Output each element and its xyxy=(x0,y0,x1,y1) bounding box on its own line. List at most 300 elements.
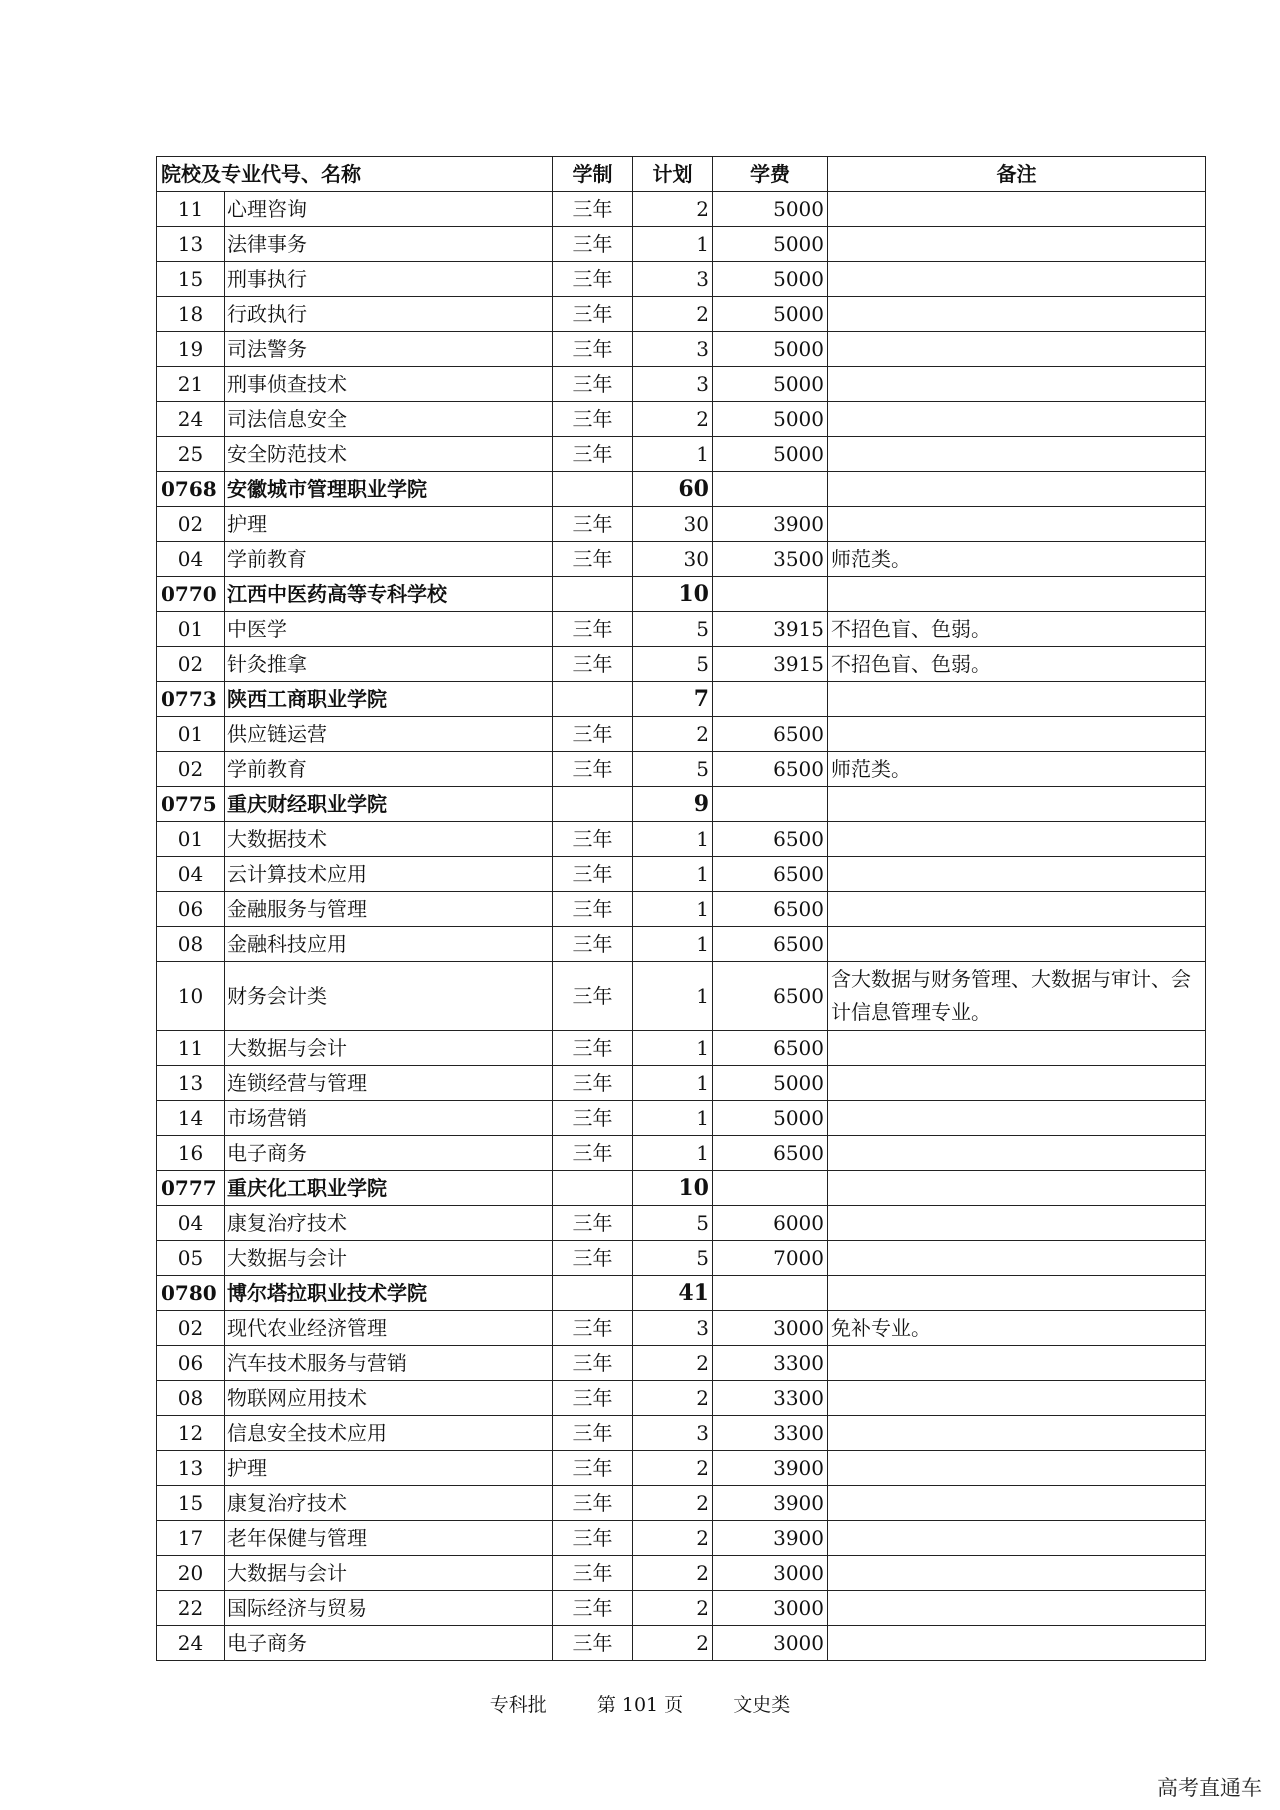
cell-plan: 1 xyxy=(633,927,713,962)
cell-duration: 三年 xyxy=(553,752,633,787)
cell-duration: 三年 xyxy=(553,927,633,962)
cell-code: 04 xyxy=(157,1206,225,1241)
cell-fee: 6500 xyxy=(713,892,828,927)
cell-plan: 1 xyxy=(633,1031,713,1066)
cell-code: 20 xyxy=(157,1556,225,1591)
cell-fee: 3900 xyxy=(713,1486,828,1521)
cell-name: 刑事侦查技术 xyxy=(225,367,553,402)
cell-name: 云计算技术应用 xyxy=(225,857,553,892)
cell-name: 法律事务 xyxy=(225,227,553,262)
cell-name: 康复治疗技术 xyxy=(225,1486,553,1521)
cell-plan: 30 xyxy=(633,542,713,577)
cell-code: 02 xyxy=(157,752,225,787)
cell-duration: 三年 xyxy=(553,262,633,297)
cell-name: 大数据与会计 xyxy=(225,1241,553,1276)
cell-name: 现代农业经济管理 xyxy=(225,1311,553,1346)
cell-code: 18 xyxy=(157,297,225,332)
major-row xyxy=(157,367,1206,402)
cell-fee: 5000 xyxy=(713,1066,828,1101)
cell-plan: 1 xyxy=(633,822,713,857)
cell-duration: 三年 xyxy=(553,1101,633,1136)
cell-note xyxy=(828,367,1206,402)
cell-plan: 5 xyxy=(633,647,713,682)
school-row xyxy=(157,1276,1206,1311)
cell-duration: 三年 xyxy=(553,227,633,262)
cell-plan: 2 xyxy=(633,1591,713,1626)
header-plan: 计划 xyxy=(633,157,713,192)
cell-name: 司法信息安全 xyxy=(225,402,553,437)
major-row xyxy=(157,717,1206,752)
cell-plan: 1 xyxy=(633,437,713,472)
cell-code: 08 xyxy=(157,1381,225,1416)
cell-plan: 2 xyxy=(633,1626,713,1661)
cell-fee: 3915 xyxy=(713,647,828,682)
cell-duration: 三年 xyxy=(553,332,633,367)
cell-note xyxy=(828,1626,1206,1661)
major-row xyxy=(157,1101,1206,1136)
cell-plan: 2 xyxy=(633,1451,713,1486)
cell-duration: 三年 xyxy=(553,1626,633,1661)
cell-fee: 5000 xyxy=(713,227,828,262)
cell-name: 金融服务与管理 xyxy=(225,892,553,927)
cell-fee xyxy=(713,1276,828,1311)
cell-name: 行政执行 xyxy=(225,297,553,332)
cell-plan: 5 xyxy=(633,752,713,787)
cell-note xyxy=(828,857,1206,892)
cell-duration: 三年 xyxy=(553,612,633,647)
cell-name: 心理咨询 xyxy=(225,192,553,227)
cell-code: 0775 xyxy=(157,787,225,822)
cell-duration: 三年 xyxy=(553,1451,633,1486)
cell-name: 金融科技应用 xyxy=(225,927,553,962)
cell-duration: 三年 xyxy=(553,367,633,402)
cell-plan: 3 xyxy=(633,1311,713,1346)
cell-note xyxy=(828,262,1206,297)
cell-note xyxy=(828,507,1206,542)
major-row xyxy=(157,542,1206,577)
cell-note xyxy=(828,1521,1206,1556)
cell-code: 06 xyxy=(157,892,225,927)
cell-plan: 1 xyxy=(633,1101,713,1136)
cell-duration: 三年 xyxy=(553,647,633,682)
cell-fee: 6500 xyxy=(713,927,828,962)
cell-duration: 三年 xyxy=(553,962,633,1031)
cell-code: 21 xyxy=(157,367,225,402)
cell-name: 重庆财经职业学院 xyxy=(225,787,553,822)
cell-fee: 3000 xyxy=(713,1626,828,1661)
major-row xyxy=(157,1451,1206,1486)
cell-duration xyxy=(553,1171,633,1206)
cell-note: 不招色盲、色弱。 xyxy=(828,647,1206,682)
cell-name: 护理 xyxy=(225,1451,553,1486)
cell-code: 01 xyxy=(157,822,225,857)
cell-note xyxy=(828,437,1206,472)
major-row xyxy=(157,227,1206,262)
cell-plan: 2 xyxy=(633,192,713,227)
footer-page-number: 第 101 页 xyxy=(596,1694,684,1716)
cell-fee xyxy=(713,787,828,822)
cell-fee: 3900 xyxy=(713,1451,828,1486)
cell-note xyxy=(828,927,1206,962)
cell-code: 17 xyxy=(157,1521,225,1556)
cell-duration: 三年 xyxy=(553,1031,633,1066)
cell-fee: 3300 xyxy=(713,1416,828,1451)
enrollment-table xyxy=(156,156,1206,1661)
cell-duration: 三年 xyxy=(553,297,633,332)
cell-note xyxy=(828,472,1206,507)
cell-fee: 6500 xyxy=(713,1031,828,1066)
cell-plan: 3 xyxy=(633,262,713,297)
cell-fee: 6500 xyxy=(713,822,828,857)
cell-fee: 6500 xyxy=(713,1136,828,1171)
cell-code: 13 xyxy=(157,227,225,262)
major-row xyxy=(157,507,1206,542)
cell-code: 05 xyxy=(157,1241,225,1276)
cell-fee: 6500 xyxy=(713,857,828,892)
cell-name: 刑事执行 xyxy=(225,262,553,297)
cell-name: 信息安全技术应用 xyxy=(225,1416,553,1451)
cell-duration: 三年 xyxy=(553,402,633,437)
cell-name: 护理 xyxy=(225,507,553,542)
cell-fee: 3300 xyxy=(713,1381,828,1416)
watermark: 高考直通车 xyxy=(1157,1776,1262,1800)
cell-note xyxy=(828,332,1206,367)
cell-duration xyxy=(553,682,633,717)
major-row xyxy=(157,1136,1206,1171)
cell-code: 15 xyxy=(157,262,225,297)
cell-code: 02 xyxy=(157,507,225,542)
cell-name: 大数据与会计 xyxy=(225,1031,553,1066)
cell-code: 14 xyxy=(157,1101,225,1136)
cell-note xyxy=(828,1556,1206,1591)
school-row xyxy=(157,682,1206,717)
cell-duration: 三年 xyxy=(553,1346,633,1381)
cell-fee: 5000 xyxy=(713,402,828,437)
cell-fee: 6000 xyxy=(713,1206,828,1241)
cell-note xyxy=(828,1276,1206,1311)
cell-plan: 30 xyxy=(633,507,713,542)
major-row xyxy=(157,1416,1206,1451)
cell-note xyxy=(828,892,1206,927)
cell-name: 司法警务 xyxy=(225,332,553,367)
cell-fee: 5000 xyxy=(713,332,828,367)
cell-fee: 3000 xyxy=(713,1311,828,1346)
header-fee: 学费 xyxy=(713,157,828,192)
cell-duration: 三年 xyxy=(553,507,633,542)
cell-code: 04 xyxy=(157,542,225,577)
cell-plan: 1 xyxy=(633,1136,713,1171)
cell-duration xyxy=(553,472,633,507)
cell-duration: 三年 xyxy=(553,1556,633,1591)
footer-category: 文史类 xyxy=(733,1694,791,1716)
major-row xyxy=(157,262,1206,297)
cell-name: 电子商务 xyxy=(225,1136,553,1171)
major-row xyxy=(157,1626,1206,1661)
major-row xyxy=(157,1031,1206,1066)
major-row xyxy=(157,192,1206,227)
school-row xyxy=(157,787,1206,822)
cell-note: 含大数据与财务管理、大数据与审计、会计信息管理专业。 xyxy=(828,962,1206,1031)
cell-plan: 2 xyxy=(633,1381,713,1416)
cell-plan: 10 xyxy=(633,1171,713,1206)
cell-plan: 2 xyxy=(633,1346,713,1381)
cell-duration: 三年 xyxy=(553,1521,633,1556)
cell-note: 师范类。 xyxy=(828,542,1206,577)
school-row xyxy=(157,577,1206,612)
cell-duration: 三年 xyxy=(553,892,633,927)
cell-name: 财务会计类 xyxy=(225,962,553,1031)
cell-note: 师范类。 xyxy=(828,752,1206,787)
cell-duration: 三年 xyxy=(553,1066,633,1101)
major-row xyxy=(157,332,1206,367)
cell-code: 02 xyxy=(157,647,225,682)
cell-plan: 9 xyxy=(633,787,713,822)
cell-code: 19 xyxy=(157,332,225,367)
cell-plan: 3 xyxy=(633,332,713,367)
major-row xyxy=(157,1486,1206,1521)
school-row xyxy=(157,472,1206,507)
cell-fee: 3300 xyxy=(713,1346,828,1381)
cell-plan: 2 xyxy=(633,402,713,437)
cell-code: 02 xyxy=(157,1311,225,1346)
cell-code: 11 xyxy=(157,192,225,227)
cell-code: 04 xyxy=(157,857,225,892)
cell-name: 针灸推拿 xyxy=(225,647,553,682)
cell-plan: 2 xyxy=(633,1556,713,1591)
cell-fee: 3000 xyxy=(713,1591,828,1626)
cell-duration: 三年 xyxy=(553,822,633,857)
cell-name: 国际经济与贸易 xyxy=(225,1591,553,1626)
cell-note xyxy=(828,1486,1206,1521)
cell-fee: 3500 xyxy=(713,542,828,577)
cell-fee: 5000 xyxy=(713,297,828,332)
cell-code: 0777 xyxy=(157,1171,225,1206)
cell-code: 0780 xyxy=(157,1276,225,1311)
cell-plan: 5 xyxy=(633,1206,713,1241)
major-row xyxy=(157,1381,1206,1416)
cell-name: 安徽城市管理职业学院 xyxy=(225,472,553,507)
cell-plan: 10 xyxy=(633,577,713,612)
cell-code: 0770 xyxy=(157,577,225,612)
cell-note xyxy=(828,1206,1206,1241)
cell-duration: 三年 xyxy=(553,542,633,577)
cell-fee: 7000 xyxy=(713,1241,828,1276)
footer-batch: 专科批 xyxy=(489,1694,547,1716)
cell-plan: 1 xyxy=(633,227,713,262)
page-footer xyxy=(0,1690,1280,1717)
cell-note xyxy=(828,1416,1206,1451)
cell-plan: 41 xyxy=(633,1276,713,1311)
major-row xyxy=(157,297,1206,332)
cell-name: 重庆化工职业学院 xyxy=(225,1171,553,1206)
cell-note xyxy=(828,682,1206,717)
major-row xyxy=(157,402,1206,437)
cell-name: 连锁经营与管理 xyxy=(225,1066,553,1101)
cell-name: 学前教育 xyxy=(225,542,553,577)
cell-name: 电子商务 xyxy=(225,1626,553,1661)
cell-plan: 2 xyxy=(633,297,713,332)
cell-plan: 1 xyxy=(633,962,713,1031)
cell-name: 中医学 xyxy=(225,612,553,647)
cell-fee: 5000 xyxy=(713,437,828,472)
cell-plan: 2 xyxy=(633,1521,713,1556)
cell-code: 13 xyxy=(157,1451,225,1486)
cell-name: 学前教育 xyxy=(225,752,553,787)
cell-fee: 3900 xyxy=(713,507,828,542)
cell-name: 康复治疗技术 xyxy=(225,1206,553,1241)
cell-fee xyxy=(713,1171,828,1206)
cell-plan: 3 xyxy=(633,1416,713,1451)
cell-fee xyxy=(713,577,828,612)
cell-fee: 3000 xyxy=(713,1556,828,1591)
cell-code: 15 xyxy=(157,1486,225,1521)
cell-fee: 6500 xyxy=(713,962,828,1031)
cell-note xyxy=(828,787,1206,822)
major-row xyxy=(157,752,1206,787)
cell-name: 陕西工商职业学院 xyxy=(225,682,553,717)
cell-fee: 6500 xyxy=(713,717,828,752)
cell-plan: 1 xyxy=(633,892,713,927)
cell-plan: 5 xyxy=(633,612,713,647)
major-row xyxy=(157,647,1206,682)
cell-duration: 三年 xyxy=(553,1416,633,1451)
cell-note xyxy=(828,1171,1206,1206)
cell-code: 13 xyxy=(157,1066,225,1101)
major-row xyxy=(157,857,1206,892)
cell-note: 免补专业。 xyxy=(828,1311,1206,1346)
cell-duration: 三年 xyxy=(553,192,633,227)
cell-fee: 5000 xyxy=(713,262,828,297)
major-row xyxy=(157,1591,1206,1626)
cell-code: 12 xyxy=(157,1416,225,1451)
cell-name: 江西中医药高等专科学校 xyxy=(225,577,553,612)
cell-plan: 5 xyxy=(633,1241,713,1276)
cell-duration: 三年 xyxy=(553,1241,633,1276)
major-row xyxy=(157,1241,1206,1276)
cell-note xyxy=(828,227,1206,262)
cell-fee xyxy=(713,682,828,717)
cell-note xyxy=(828,1101,1206,1136)
major-row xyxy=(157,1206,1206,1241)
cell-name: 安全防范技术 xyxy=(225,437,553,472)
header-duration: 学制 xyxy=(553,157,633,192)
cell-code: 06 xyxy=(157,1346,225,1381)
major-row xyxy=(157,1066,1206,1101)
cell-plan: 60 xyxy=(633,472,713,507)
table-header-row xyxy=(157,157,1206,192)
cell-name: 老年保健与管理 xyxy=(225,1521,553,1556)
cell-code: 01 xyxy=(157,717,225,752)
major-row xyxy=(157,1521,1206,1556)
cell-note xyxy=(828,577,1206,612)
major-row xyxy=(157,1556,1206,1591)
cell-duration: 三年 xyxy=(553,1311,633,1346)
cell-code: 10 xyxy=(157,962,225,1031)
cell-duration: 三年 xyxy=(553,1486,633,1521)
cell-note xyxy=(828,1241,1206,1276)
cell-note xyxy=(828,1031,1206,1066)
cell-name: 大数据技术 xyxy=(225,822,553,857)
cell-note xyxy=(828,1451,1206,1486)
cell-code: 25 xyxy=(157,437,225,472)
cell-note xyxy=(828,1066,1206,1101)
cell-plan: 2 xyxy=(633,717,713,752)
cell-duration: 三年 xyxy=(553,1206,633,1241)
cell-note xyxy=(828,822,1206,857)
cell-code: 22 xyxy=(157,1591,225,1626)
cell-code: 0768 xyxy=(157,472,225,507)
cell-note: 不招色盲、色弱。 xyxy=(828,612,1206,647)
school-row xyxy=(157,1171,1206,1206)
cell-name: 物联网应用技术 xyxy=(225,1381,553,1416)
major-row xyxy=(157,437,1206,472)
cell-duration xyxy=(553,787,633,822)
cell-name: 市场营销 xyxy=(225,1101,553,1136)
cell-code: 08 xyxy=(157,927,225,962)
cell-fee: 5000 xyxy=(713,367,828,402)
cell-note xyxy=(828,192,1206,227)
major-row xyxy=(157,612,1206,647)
major-row xyxy=(157,1346,1206,1381)
cell-fee: 5000 xyxy=(713,192,828,227)
cell-name: 博尔塔拉职业技术学院 xyxy=(225,1276,553,1311)
cell-name: 汽车技术服务与营销 xyxy=(225,1346,553,1381)
cell-name: 大数据与会计 xyxy=(225,1556,553,1591)
cell-duration: 三年 xyxy=(553,857,633,892)
major-row xyxy=(157,892,1206,927)
cell-duration xyxy=(553,1276,633,1311)
cell-fee: 3915 xyxy=(713,612,828,647)
cell-code: 11 xyxy=(157,1031,225,1066)
cell-code: 0773 xyxy=(157,682,225,717)
cell-duration: 三年 xyxy=(553,437,633,472)
cell-duration: 三年 xyxy=(553,1381,633,1416)
cell-plan: 7 xyxy=(633,682,713,717)
cell-code: 01 xyxy=(157,612,225,647)
cell-note xyxy=(828,1136,1206,1171)
cell-note xyxy=(828,297,1206,332)
cell-plan: 2 xyxy=(633,1486,713,1521)
cell-duration xyxy=(553,577,633,612)
cell-fee: 6500 xyxy=(713,752,828,787)
cell-fee: 3900 xyxy=(713,1521,828,1556)
cell-plan: 3 xyxy=(633,367,713,402)
major-row xyxy=(157,927,1206,962)
table-body xyxy=(157,192,1206,1661)
cell-plan: 1 xyxy=(633,857,713,892)
cell-name: 供应链运营 xyxy=(225,717,553,752)
cell-plan: 1 xyxy=(633,1066,713,1101)
cell-fee: 5000 xyxy=(713,1101,828,1136)
cell-fee xyxy=(713,472,828,507)
cell-duration: 三年 xyxy=(553,1136,633,1171)
major-row xyxy=(157,822,1206,857)
cell-code: 24 xyxy=(157,402,225,437)
cell-note xyxy=(828,1591,1206,1626)
cell-duration: 三年 xyxy=(553,717,633,752)
header-name: 院校及专业代号、名称 xyxy=(157,157,553,192)
cell-duration: 三年 xyxy=(553,1591,633,1626)
cell-note xyxy=(828,402,1206,437)
cell-note xyxy=(828,1346,1206,1381)
cell-note xyxy=(828,717,1206,752)
cell-note xyxy=(828,1381,1206,1416)
major-row xyxy=(157,962,1206,1031)
cell-code: 24 xyxy=(157,1626,225,1661)
cell-code: 16 xyxy=(157,1136,225,1171)
header-note: 备注 xyxy=(828,157,1206,192)
major-row xyxy=(157,1311,1206,1346)
